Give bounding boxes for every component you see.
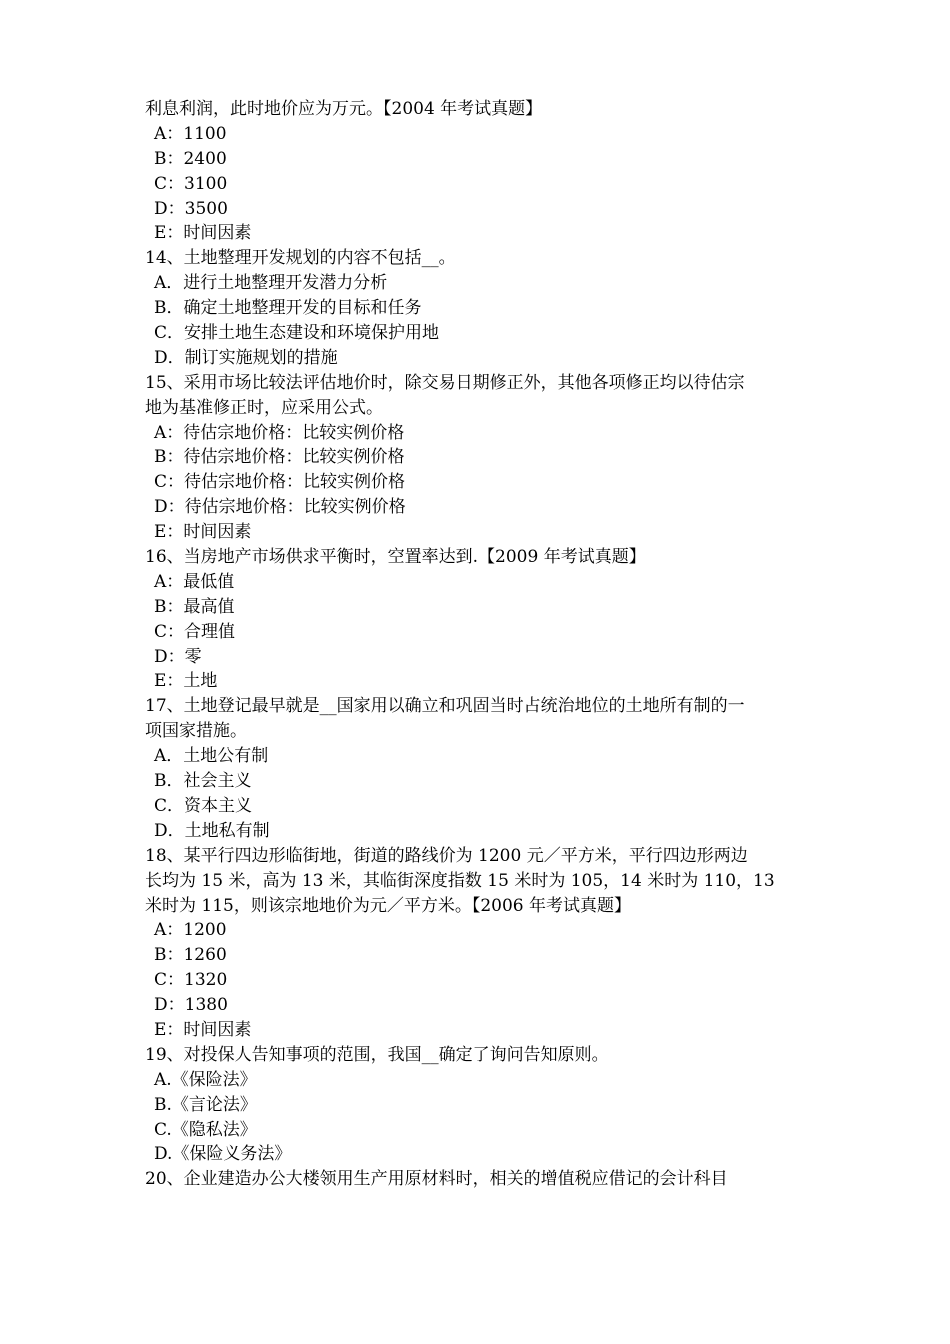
answer-option: A：1100	[154, 123, 227, 144]
answer-option: D：零	[154, 646, 202, 667]
answer-option: E：土地	[154, 671, 218, 692]
question-text-line: 利息利润，此时地价应为万元。【2004 年考试真题】	[145, 99, 543, 119]
answer-option: A．土地公有制	[154, 746, 269, 767]
answer-option: B．确定土地整理开发的目标和任务	[154, 298, 422, 319]
answer-option: D：1380	[154, 995, 228, 1016]
answer-option: C.《隐私法》	[154, 1119, 257, 1140]
answer-option: E：时间因素	[154, 223, 252, 244]
answer-option: C：待估宗地价格：比较实例价格	[154, 472, 406, 493]
answer-option: B：2400	[154, 148, 227, 169]
answer-option: B．社会主义	[154, 771, 252, 792]
answer-option: D．土地私有制	[154, 820, 270, 841]
answer-option: C：合理值	[154, 621, 236, 642]
answer-option: B：待估宗地价格：比较实例价格	[154, 447, 405, 468]
question-text-line: 项国家措施。	[145, 721, 247, 742]
question-text-line: 17、土地登记最早就是__国家用以确立和巩固当时占统治地位的土地所有制的一	[145, 696, 745, 717]
answer-option: B：最高值	[154, 596, 235, 617]
answer-option: C．安排土地生态建设和环境保护用地	[154, 323, 440, 344]
answer-option: C．资本主义	[154, 795, 253, 816]
document-body	[145, 97, 810, 1192]
answer-option: D．制订实施规划的措施	[154, 347, 338, 368]
answer-option: D：3500	[154, 198, 228, 219]
question-text-line: 长均为 15 米，高为 13 米，其临街深度指数 15 米时为 105，14 米时为 110，13	[145, 870, 775, 891]
answer-option: B：1260	[154, 945, 227, 966]
question-text-line: 米时为 115，则该宗地地价为元／平方米。【2006 年考试真题】	[145, 895, 632, 916]
question-text-line: 地为基准修正时，应采用公式。	[145, 397, 383, 418]
question-text-line: 19、对投保人告知事项的范围，我国__确定了询问告知原则。	[145, 1044, 609, 1065]
answer-option: E：时间因素	[154, 522, 252, 543]
answer-option: A.《保险法》	[154, 1069, 257, 1090]
question-text-line: 15、采用市场比较法评估地价时，除交易日期修正外，其他各项修正均以待估宗	[145, 372, 745, 393]
answer-option: C：1320	[154, 970, 228, 991]
question-text-line: 18、某平行四边形临街地，街道的路线价为 1200 元／平方米，平行四边形两边	[145, 845, 748, 866]
question-text-line: 20、企业建造办公大楼领用生产用原材料时，相关的增值税应借记的会计科目	[145, 1169, 728, 1190]
answer-option: B.《言论法》	[154, 1094, 257, 1115]
answer-option: A：1200	[154, 920, 227, 941]
answer-option: E：时间因素	[154, 1019, 252, 1040]
question-text-line: 16、当房地产市场供求平衡时，空置率达到.【2009 年考试真题】	[145, 547, 646, 568]
answer-option: A：待估宗地价格：比较实例价格	[154, 422, 405, 443]
answer-option: A：最低值	[154, 571, 235, 592]
answer-option: C：3100	[154, 173, 228, 194]
answer-option: D：待估宗地价格：比较实例价格	[154, 497, 406, 518]
answer-option: A．进行土地整理开发潜力分析	[154, 273, 388, 294]
answer-option: D.《保险义务法》	[154, 1144, 292, 1165]
question-text-line: 14、土地整理开发规划的内容不包括__。	[145, 248, 456, 269]
